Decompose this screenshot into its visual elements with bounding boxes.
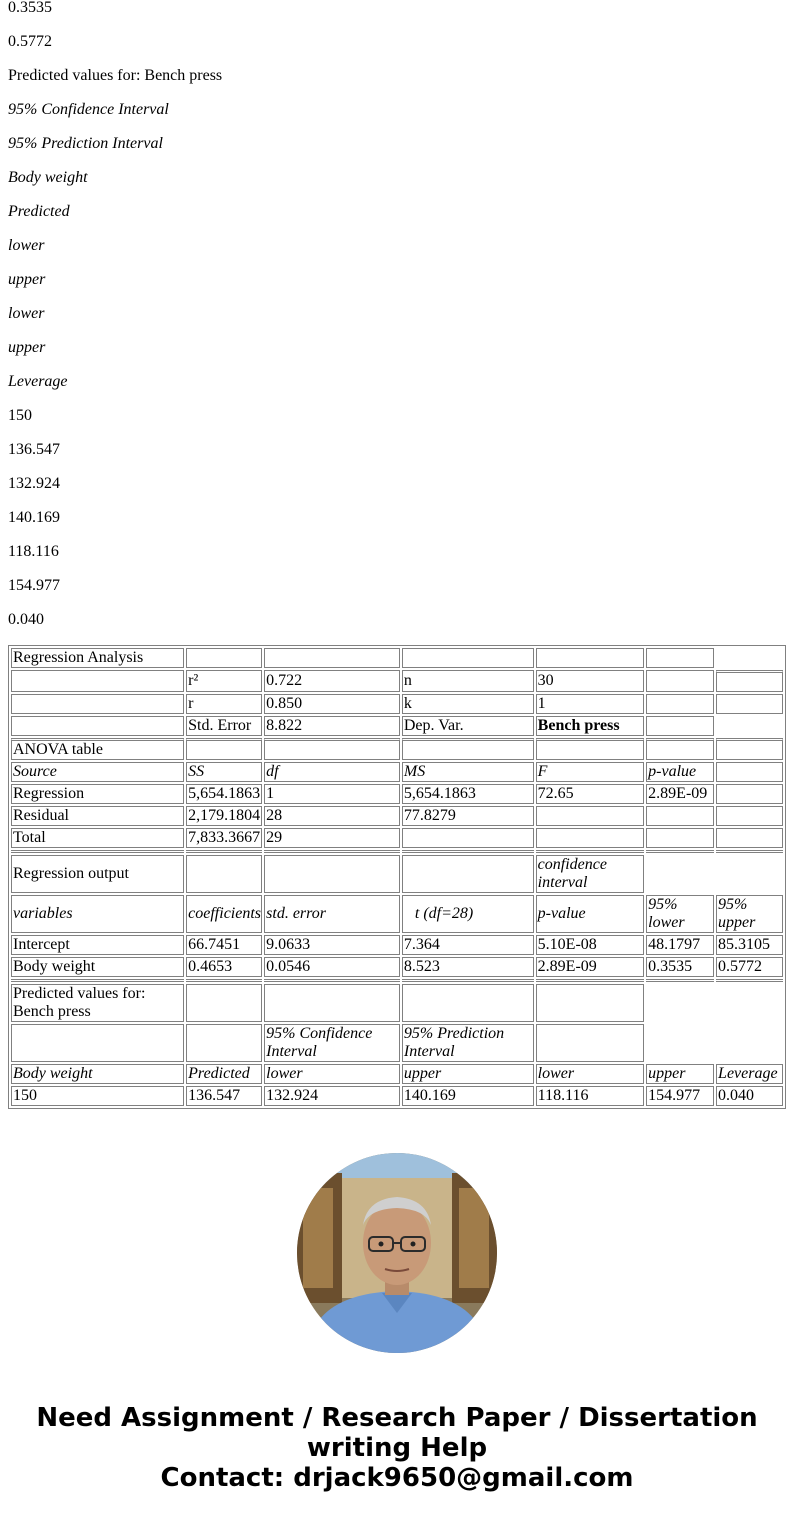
- output-header: t (df=28): [402, 895, 534, 933]
- empty-cell: [716, 738, 783, 760]
- empty-cell: [716, 694, 783, 714]
- table-cell: 0.0546: [264, 957, 400, 977]
- empty-cell: [716, 784, 783, 804]
- table-cell: 1: [264, 784, 400, 804]
- table-row: [11, 716, 783, 736]
- table-cell: 2.89E-09: [536, 957, 645, 977]
- table-cell: Residual: [11, 806, 184, 826]
- table-cell: 0.3535: [646, 957, 714, 977]
- predicted-header: upper: [646, 1064, 714, 1084]
- paragraph: upper: [8, 339, 46, 356]
- empty-cell: [536, 648, 645, 668]
- r-value: 0.850: [264, 694, 400, 714]
- empty-cell: [186, 648, 262, 668]
- paragraph: 154.977: [8, 577, 60, 594]
- empty-cell: [536, 1024, 645, 1062]
- predicted-header: lower: [264, 1064, 400, 1084]
- anova-header: df: [264, 762, 400, 782]
- table-cell: 9.0633: [264, 935, 400, 955]
- table-cell: 7.364: [402, 935, 534, 955]
- empty-cell: [264, 855, 400, 893]
- table-cell: Body weight: [11, 957, 184, 977]
- paragraph: 0.5772: [8, 33, 52, 50]
- table-row: [11, 984, 783, 1022]
- table-row: [11, 1086, 783, 1106]
- table-cell: 28: [264, 806, 400, 826]
- table-cell: 72.65: [536, 784, 645, 804]
- table-cell: 0.4653: [186, 957, 262, 977]
- table-cell: 2,179.1804: [188, 807, 261, 824]
- regression-output-title: Regression output: [11, 855, 184, 893]
- paragraph: 95% Confidence Interval: [8, 101, 169, 118]
- paragraph: Body weight: [8, 169, 88, 186]
- output-header: 95% upper: [716, 895, 783, 933]
- regression-analysis-title: Regression Analysis: [11, 648, 184, 668]
- loose-paragraph-list: [8, 0, 778, 645]
- table-cell: 8.523: [402, 957, 534, 977]
- paragraph: lower: [8, 305, 45, 322]
- paragraph: 0.3535: [8, 0, 52, 16]
- table-cell: Intercept: [11, 935, 184, 955]
- table-cell: 29: [264, 828, 400, 848]
- predicted-header: Leverage: [716, 1064, 783, 1084]
- table-row: [11, 1064, 783, 1084]
- r2-value: 0.722: [264, 670, 400, 692]
- empty-cell: [402, 855, 534, 893]
- confidence-interval-label: 95% Confidence Interval: [264, 1024, 400, 1062]
- table-cell: 5.10E-08: [536, 935, 645, 955]
- table-cell: 150: [11, 1086, 184, 1106]
- table-cell: 5,654.1863: [402, 784, 534, 804]
- empty-cell: [264, 738, 400, 760]
- call-to-action: [0, 1403, 794, 1493]
- table-cell: 48.1797: [646, 935, 714, 955]
- anova-title: ANOVA table: [11, 738, 184, 760]
- paragraph: Predicted values for: Bench press: [8, 67, 223, 84]
- table-row: [11, 784, 783, 804]
- cta-line: Need Assignment / Research Paper / Dissertation: [36, 1403, 758, 1433]
- paragraph: upper: [8, 271, 46, 288]
- cta-line: writing Help: [306, 1433, 488, 1463]
- empty-cell: [11, 1024, 184, 1062]
- table-row: [11, 957, 783, 977]
- table-row: [11, 762, 783, 782]
- empty-cell: [264, 984, 400, 1022]
- prediction-interval-label: 95% Prediction Interval: [402, 1024, 534, 1062]
- table-row: [11, 935, 783, 955]
- table-cell: [536, 828, 645, 848]
- table-cell: 2.89E-09: [646, 784, 714, 804]
- paragraph: 95% Prediction Interval: [8, 135, 163, 152]
- table-cell: 0.040: [716, 1086, 783, 1106]
- output-header: 95% lower: [646, 895, 714, 933]
- table-cell: Regression: [11, 784, 184, 804]
- empty-cell: [11, 716, 184, 736]
- table-row: [11, 855, 783, 893]
- empty-cell: [716, 670, 783, 692]
- output-header: std. error: [264, 895, 400, 933]
- author-portrait-image: [297, 1153, 497, 1353]
- paragraph: 118.116: [8, 543, 59, 560]
- empty-cell: [716, 648, 783, 668]
- std-error-label: Std. Error: [186, 716, 262, 736]
- anova-header: F: [536, 762, 645, 782]
- table-cell: 132.924: [264, 1086, 400, 1106]
- paragraph: 132.924: [8, 475, 60, 492]
- r-label: r: [186, 694, 262, 714]
- empty-cell: [646, 855, 714, 893]
- empty-cell: [186, 1024, 262, 1062]
- empty-cell: [716, 1024, 783, 1062]
- empty-cell: [716, 984, 783, 1022]
- empty-cell: [646, 670, 714, 692]
- empty-cell: [716, 806, 783, 826]
- author-photo: [297, 1153, 497, 1353]
- empty-cell: [11, 694, 184, 714]
- empty-cell: [646, 738, 714, 760]
- empty-cell: [716, 762, 783, 782]
- anova-header: MS: [402, 762, 534, 782]
- table-cell: [646, 828, 714, 848]
- table-row: [11, 738, 783, 760]
- anova-header: SS: [186, 762, 262, 782]
- empty-cell: [646, 648, 714, 668]
- empty-cell: [536, 984, 645, 1022]
- predicted-header: upper: [402, 1064, 534, 1084]
- regression-table: [8, 645, 786, 1109]
- table-cell: 7,833.3667: [188, 829, 261, 846]
- table-cell: 140.169: [402, 1086, 534, 1106]
- paragraph: 136.547: [8, 441, 60, 458]
- table-row: [11, 806, 783, 826]
- table-cell: 66.7451: [186, 935, 262, 955]
- predicted-values-title: Predicted values for: Bench press: [11, 984, 184, 1022]
- separator-row: [11, 979, 783, 982]
- output-header: variables: [11, 895, 184, 933]
- table-cell: [536, 806, 645, 826]
- dep-var-label: Dep. Var.: [402, 716, 534, 736]
- separator-row: [11, 850, 783, 853]
- empty-cell: [716, 716, 783, 736]
- anova-header: Source: [11, 762, 184, 782]
- table-cell: 136.547: [186, 1086, 262, 1106]
- output-header: p-value: [536, 895, 645, 933]
- empty-cell: [646, 1024, 714, 1062]
- table-row: [11, 694, 783, 714]
- empty-cell: [716, 828, 783, 848]
- predicted-header: Body weight: [11, 1064, 184, 1084]
- empty-cell: [11, 670, 184, 692]
- table-row: [11, 648, 783, 668]
- table-cell: [402, 828, 534, 848]
- predicted-header: Predicted: [186, 1064, 262, 1084]
- empty-cell: [186, 855, 262, 893]
- empty-cell: [186, 984, 262, 1022]
- table-row: [11, 1024, 783, 1062]
- paragraph: Leverage: [8, 373, 68, 390]
- confidence-interval-label: confidence interval: [536, 855, 645, 893]
- table-row: [11, 828, 783, 848]
- output-header: coefficients: [186, 895, 262, 933]
- table-cell: Total: [11, 828, 184, 848]
- empty-cell: [402, 648, 534, 668]
- k-value: 1: [536, 694, 645, 714]
- table-cell: [646, 806, 714, 826]
- table-cell: 77.8279: [402, 806, 534, 826]
- dep-var-value: Bench press: [536, 716, 645, 736]
- n-value: 30: [536, 670, 645, 692]
- table-row: [11, 895, 783, 933]
- paragraph: 0.040: [8, 611, 44, 628]
- table-cell: 118.116: [536, 1086, 645, 1106]
- table-cell: 5,654.1863: [188, 785, 261, 802]
- empty-cell: [186, 738, 262, 760]
- k-label: k: [402, 694, 534, 714]
- empty-cell: [402, 738, 534, 760]
- std-error-value: 8.822: [264, 716, 400, 736]
- empty-cell: [716, 855, 783, 893]
- paragraph: lower: [8, 237, 45, 254]
- paragraph: Predicted: [8, 203, 70, 220]
- table-cell: 0.5772: [716, 957, 783, 977]
- anova-header: p-value: [646, 762, 714, 782]
- predicted-header: lower: [536, 1064, 645, 1084]
- table-cell: 85.3105: [716, 935, 783, 955]
- paragraph: 150: [8, 407, 32, 424]
- contact-email: Contact: drjack9650@gmail.com: [160, 1463, 634, 1493]
- empty-cell: [536, 738, 645, 760]
- empty-cell: [402, 984, 534, 1022]
- table-row: [11, 670, 783, 692]
- paragraph: 140.169: [8, 509, 60, 526]
- empty-cell: [646, 716, 714, 736]
- empty-cell: [646, 984, 714, 1022]
- table-cell: 154.977: [646, 1086, 714, 1106]
- empty-cell: [646, 694, 714, 714]
- empty-cell: [264, 648, 400, 668]
- r2-label: r²: [186, 670, 262, 692]
- n-label: n: [402, 670, 534, 692]
